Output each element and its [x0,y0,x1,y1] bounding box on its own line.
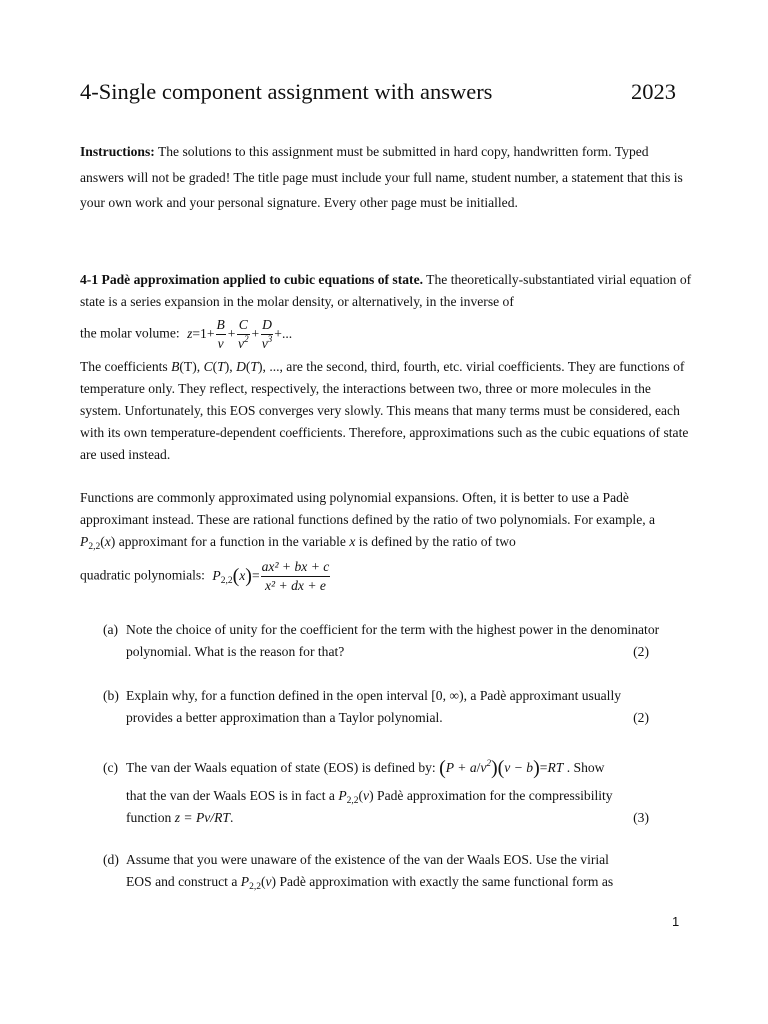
question-b-marks: (2) [633,710,649,725]
page-number: 1 [672,914,680,929]
pade-paragraph: Functions are commonly approximated using polynomial expansions. Often, it is better to use a Padè approximant instead. These are rational functions defined by the ratio of two polynomials. For example, a $P_{2,2}(x)$ approximant for a function in the variable x is defined by the ratio of two [80,490,656,552]
question-c: (c) The van der Waals equation of state (EOS) is defined by: $(P + a/v^2)(v - b)=RT$ . Show that the van der Waals EOS is in fact a $P_{2,2}(v)$ Padè approximation for the compressibility function z = Pv/RT. (3) [103,757,663,829]
virial-eq-lead: the molar volume: [80,325,180,341]
virial-equation-line [80,317,292,352]
instructions-label: Instructions: [80,144,155,159]
section-intro-text: The theoretically-substantiated virial equation of state is a series expansion in the molar density, or alternatively, in the inverse of [80,272,692,309]
question-d: (d) Assume that you were unaware of the existence of the van der Waals EOS. Use the virial EOS and construct a $P_{2,2}(v)$ Padè approximation with exactly the same functional form as [103,852,614,892]
question-c-marks: (3) [633,810,649,825]
title-text: 4-Single component assignment with answers [80,79,493,104]
question-a-marks: (2) [633,644,649,659]
quad-lead: quadratic polynomials: [80,567,205,583]
pade-equation-line [80,559,331,594]
question-b: (b) Explain why, for a function defined in the open interval [0, ∞), a Padè approximant usually provides a better approximation than a Taylor polynomial. (2) [103,685,663,729]
pade-equation: $P_{2,2}(x)=$ $\frac{\text{ax² + bx + c}}{\text{x² + dx + e}}$ [212,559,330,593]
virial-coefficients-paragraph: The coefficients B(T), C(T), D(T), ..., are the second, third, fourth, etc. virial coefficients. They are functions of temperature only. They reflect, respectively, the interactions between two, three or more molecules in the system. Unfortunately, this EOS converges very slowly. This means that many terms must be considered, each with its own temperature-dependent coefficients. Therefore, approximations such as the cubic equations of state are used instead. [80,359,689,462]
page-title [80,78,680,106]
question-a: (a) Note the choice of unity for the coefficient for the term with the highest power in the denominator polynomial. What is the reason for that? (2) [103,619,663,663]
instructions-paragraph [80,139,692,216]
title-year: 2023 [631,79,676,104]
vdw-equation: $(P + a/v^2)(v - b)=RT$ [439,757,564,779]
section-intro [80,269,692,313]
section-heading: 4-1 Padè approximation applied to cubic equations of state. [80,272,424,287]
virial-equation: z=1+ $\frac{B}{v}$ + $\frac{C}{v^2}$ + $\frac{D}{v^3}$ +... [187,317,293,351]
instructions-text: The solutions to this assignment must be submitted in hard copy, handwritten form. Typed answers will not be graded! The title page must include your full name, student number, a statement that this is your own work and your personal signature. Every other page must be initialled. [80,144,683,210]
